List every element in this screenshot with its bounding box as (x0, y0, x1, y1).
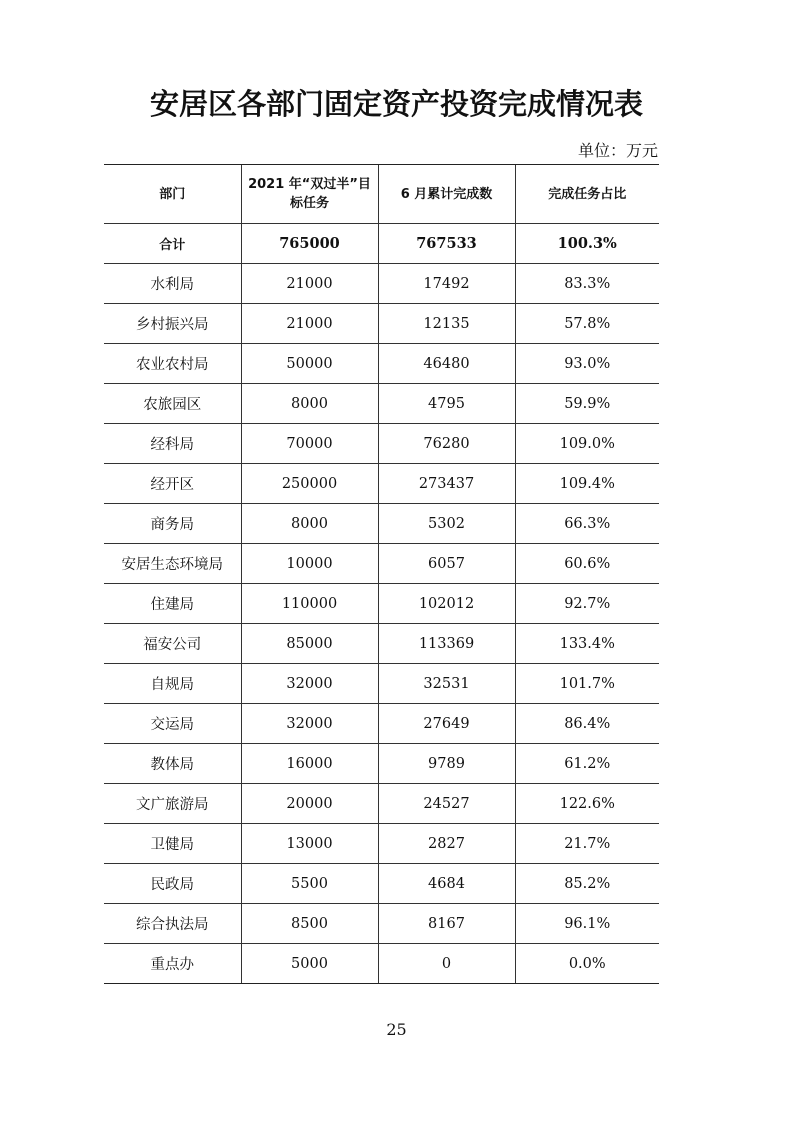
table-row (104, 304, 659, 344)
target-cell: 32000 (241, 704, 378, 744)
page-title: 安居区各部门固定资产投资完成情况表 (149, 87, 643, 121)
completed-cell: 273437 (378, 464, 515, 504)
ratio-cell: 92.7% (515, 584, 659, 624)
completed-cell: 8167 (378, 904, 515, 944)
ratio-cell: 133.4% (515, 624, 659, 664)
target-cell: 13000 (241, 824, 378, 864)
completed-cell: 102012 (378, 584, 515, 624)
target-cell: 32000 (241, 664, 378, 704)
ratio-cell: 109.0% (515, 424, 659, 464)
department-cell: 文广旅游局 (104, 784, 241, 824)
department-cell: 安居生态环境局 (104, 544, 241, 584)
completed-cell: 5302 (378, 504, 515, 544)
table-row (104, 584, 659, 624)
department-cell: 自规局 (104, 664, 241, 704)
department-cell: 住建局 (104, 584, 241, 624)
completed-cell: 2827 (378, 824, 515, 864)
completed-cell: 12135 (378, 304, 515, 344)
table-row (104, 864, 659, 904)
target-cell: 85000 (241, 624, 378, 664)
ratio-cell: 85.2% (515, 864, 659, 904)
completed-cell: 9789 (378, 744, 515, 784)
total-label: 合计 (104, 224, 241, 264)
department-cell: 综合执法局 (104, 904, 241, 944)
table-row (104, 704, 659, 744)
ratio-cell: 0.0% (515, 944, 659, 984)
target-cell: 21000 (241, 304, 378, 344)
target-cell: 50000 (241, 344, 378, 384)
completed-cell: 0 (378, 944, 515, 984)
completed-cell: 24527 (378, 784, 515, 824)
target-cell: 5000 (241, 944, 378, 984)
department-cell: 民政局 (104, 864, 241, 904)
department-cell: 水利局 (104, 264, 241, 304)
table-row (104, 664, 659, 704)
page-number: 25 (386, 1020, 407, 1039)
department-cell: 农业农村局 (104, 344, 241, 384)
department-cell: 卫健局 (104, 824, 241, 864)
table-row (104, 944, 659, 984)
header-department: 部门 (104, 165, 241, 224)
target-cell: 70000 (241, 424, 378, 464)
total-ratio: 100.3% (515, 224, 659, 264)
completed-cell: 17492 (378, 264, 515, 304)
ratio-cell: 122.6% (515, 784, 659, 824)
department-cell: 经开区 (104, 464, 241, 504)
department-cell: 商务局 (104, 504, 241, 544)
total-target: 765000 (241, 224, 378, 264)
completed-cell: 27649 (378, 704, 515, 744)
table-header-row (104, 165, 659, 224)
department-cell: 重点办 (104, 944, 241, 984)
completed-cell: 4684 (378, 864, 515, 904)
completed-cell: 32531 (378, 664, 515, 704)
ratio-cell: 86.4% (515, 704, 659, 744)
target-cell: 8000 (241, 504, 378, 544)
table-row (104, 384, 659, 424)
ratio-cell: 101.7% (515, 664, 659, 704)
target-cell: 10000 (241, 544, 378, 584)
table-row (104, 544, 659, 584)
target-cell: 20000 (241, 784, 378, 824)
table-row (104, 424, 659, 464)
header-target: 2021 年“双过半”目标任务 (241, 165, 378, 224)
target-cell: 21000 (241, 264, 378, 304)
completed-cell: 113369 (378, 624, 515, 664)
department-cell: 交运局 (104, 704, 241, 744)
department-cell: 农旅园区 (104, 384, 241, 424)
header-ratio: 完成任务占比 (515, 165, 659, 224)
department-cell: 福安公司 (104, 624, 241, 664)
ratio-cell: 60.6% (515, 544, 659, 584)
table-row (104, 744, 659, 784)
ratio-cell: 59.9% (515, 384, 659, 424)
header-completed: 6 月累计完成数 (378, 165, 515, 224)
target-cell: 8000 (241, 384, 378, 424)
department-cell: 教体局 (104, 744, 241, 784)
target-cell: 250000 (241, 464, 378, 504)
completed-cell: 76280 (378, 424, 515, 464)
table-row (104, 784, 659, 824)
table-total-row (104, 224, 659, 264)
completed-cell: 46480 (378, 344, 515, 384)
table-row (104, 504, 659, 544)
completed-cell: 6057 (378, 544, 515, 584)
target-cell: 110000 (241, 584, 378, 624)
ratio-cell: 21.7% (515, 824, 659, 864)
ratio-cell: 109.4% (515, 464, 659, 504)
target-cell: 5500 (241, 864, 378, 904)
investment-table (104, 164, 659, 984)
unit-label: 单位：万元 (577, 141, 658, 160)
ratio-cell: 83.3% (515, 264, 659, 304)
department-cell: 经科局 (104, 424, 241, 464)
ratio-cell: 96.1% (515, 904, 659, 944)
ratio-cell: 61.2% (515, 744, 659, 784)
target-cell: 8500 (241, 904, 378, 944)
department-cell: 乡村振兴局 (104, 304, 241, 344)
table-row (104, 824, 659, 864)
table-row (104, 904, 659, 944)
ratio-cell: 93.0% (515, 344, 659, 384)
table-row (104, 464, 659, 504)
table-row (104, 264, 659, 304)
ratio-cell: 57.8% (515, 304, 659, 344)
ratio-cell: 66.3% (515, 504, 659, 544)
table-row (104, 344, 659, 384)
target-cell: 16000 (241, 744, 378, 784)
table-row (104, 624, 659, 664)
total-completed: 767533 (378, 224, 515, 264)
completed-cell: 4795 (378, 384, 515, 424)
